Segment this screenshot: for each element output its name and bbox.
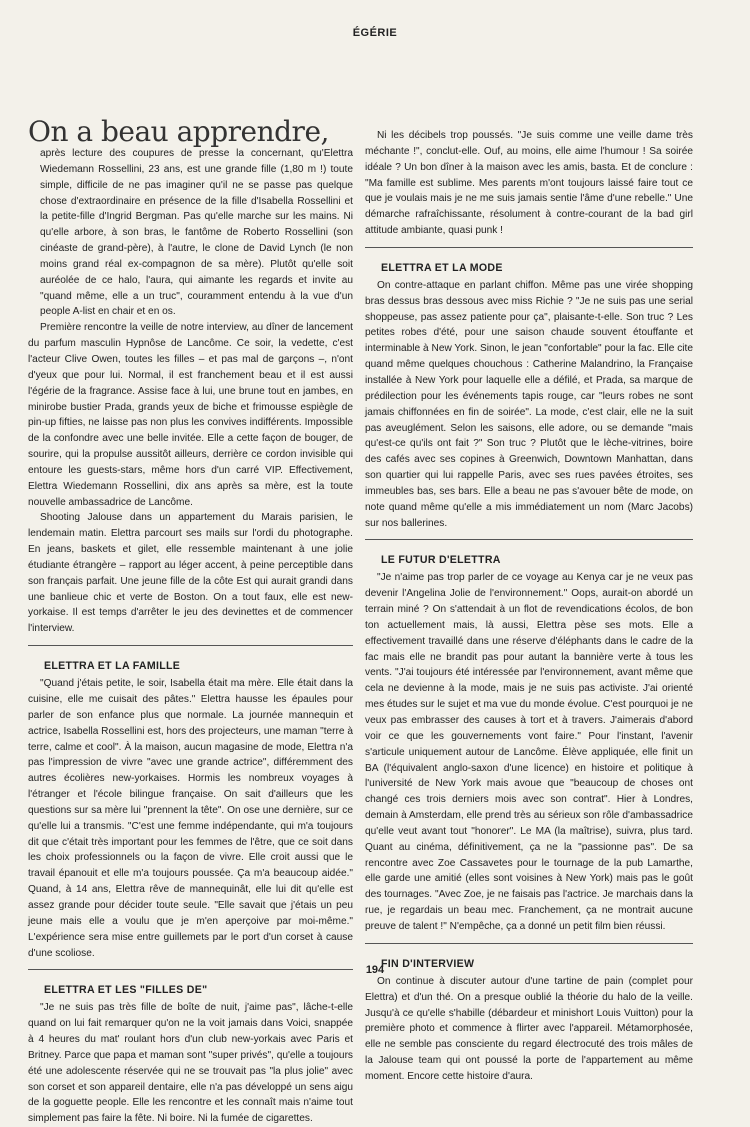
intro-paragraph-1: après lecture des coupures de presse la concernant, qu'Elettra Wiedemann Rossellini, 23 ans, est une grande fille (1,80 m !) toute simple, difficile de ne pas imaginer qu'il ne se passe pas quelque chose d'extraordinaire en présence de la fille d'Isabella Rossellini et la petite-fille d'Ingrid Bergman. Pas qu'elle marche sur les mains. Ni qu'elle arbore, à son bras, le fantôme de Roberto Rossellini (son cinéaste de grand-père), à l'autre, le clone de David Lynch (le non moins grand réal ex-compagnon de sa mère). Plutôt qu'elle soit auréolée de ce halo, l'aura, qui aimante les regards et invite au "quand même, elle a un truc", couramment entendu à la vue d'un people A-list en chair et en os. <box>40 148 353 318</box>
section-mode <box>365 247 693 532</box>
continued-paragraph: Ni les décibels trop poussés. "Je suis comme une veille dame très méchante !", conclut-elle. Ouf, au moins, elle aime l'humour ! Sa soirée idéale ? Un bon dîner à la maison avec les amis, basta. Et de conclure : "Ma famille est sublime. Mes parents m'ont toujours laissé faire tout ce que je voulais mais je ne me suis jamais sentie l'âme d'une rebelle." Une démarche rafraîchissante, résolument à contre-courant de la bad girl attitude ambiante, quasi punk ! <box>365 130 693 237</box>
section-rule <box>365 539 693 540</box>
section-futur <box>365 539 693 934</box>
section-famille <box>28 645 353 961</box>
section-title-filles-de: ELETTRA ET LES "FILLES DE" <box>44 984 208 997</box>
section-rule <box>365 247 693 248</box>
section-title-mode: ELETTRA ET LA MODE <box>381 261 503 274</box>
section-title-futur: LE FUTUR D'ELETTRA <box>381 554 501 567</box>
article-headline: On a beau apprendre, <box>28 115 329 148</box>
section-rule <box>28 645 353 646</box>
section-rule <box>365 943 693 944</box>
section-title-famille: ELETTRA ET LA FAMILLE <box>44 660 181 673</box>
section-text-fin: On continue à discuter autour d'une tartine de pain (complet pour Elettra) et d'un thé. On a presque oublié la théorie du halo de la veille. Jusqu'à ce qu'elle s'habille (débardeur et minishort Louis Vuitton) pour la première photo et commence à flirter avec l'appareil. Métamorphosée, elle ne semble pas consciente du regard électrocuté des trois mâles de la Jalouse team qui ont poussé la porte de l'appartement au même moment. Encore cette histoire d'aura. <box>365 975 693 1082</box>
section-text-futur: "Je n'aime pas trop parler de ce voyage au Kenya car je ne veux pas devenir l'Angelina Jolie de l'environnement." Oops, aurait-on abordé un terrain miné ? On s'attendait à un flot de revendications écolos, de bon ton actuellement mais, là aussi, Elettra pèse ses mots. Elle a effectivement travaillé dans une réserve d'éléphants dans le cadre de la fac mais elle ne brandit pas pour autant la bannière verte à tous les vents. "J'ai toujours été intéressée par l'environnement, avant même que cela ne devienne à la mode, mais je ne suis pas activiste. J'ai orienté mes études sur le sujet et ma vue du monde évolue. C'est pourquoi je ne veux pas embrasser des causes à tort et à travers. J'aimerais d'abord voir ce que les gouvernements vont faire." Pour l'instant, l'avenir s'articule uniquement autour de Lancôme. Élève appliquée, elle finit un BA (l'équivalent anglo-saxon d'une licence) en histoire et politique à l'université de New York mais avoue que "beaucoup de choses ont changé ces trois derniers mois avec son contrat". Hier à Londres, demain à Amsterdam, elle prend très au sérieux son rôle d'ambassadrice qu'elle veut avant tout "honorer". Le MA (la maîtrise), suivra, plus tard. Quant au cinéma, définitivement, ça ne la "passionne pas". De sa rencontre avec Zoe Cassavetes pour le tournage de la pub Lamarthe, elle garde une amitié (elles sont voisines à New York) mais pas le goût des tournages. "Avec Zoe, je ne faisais pas l'actrice. Je marchais dans la rue, je regardais un beau mec. Franchement, ça ne montrait aucune preuve de talent !" N'empêche, ça a donné un petit film bien réussi. <box>365 572 693 932</box>
section-text-filles-de: "Je ne suis pas très fille de boîte de nuit, j'aime pas", lâche-t-elle quand on lui fait remarquer qu'on ne la voit jamais dans Voici, snappée à 4 heures du mat' roulant hors d'un club new-yorkais avec Paris et Britney. Parce que papa et maman sont "super privés", qu'elle a toujours été une adolescente réservée qui ne se trouvait pas "la plus jolie" avec son corset et son appareil dentaire, elle n'a pas développé un sens aigu de la goguette people. Elle les rencontre et les connaît mais n'aime tout simplement pas faire la fête. Ni boire. Ni la fumée de cigarettes. <box>28 1002 353 1125</box>
section-text-mode: On contre-attaque en parlant chiffon. Même pas une virée shopping bras dessus bras dessous avec miss Richie ? "Je ne suis pas une serial shoppeuse, pas assez patiente pour ça", plaisante-t-elle. Son truc ? Les petites robes d'été, pour une saison chaude souvent étouffante et interminable à New York. Sinon, le jean "confortable" pour la fac. Elle cite quand même quelques chouchous : Catherine Malandrino, la Française installée à New York pour laquelle elle a défilé, et Prada, sa marque de prédilection pour les événements tapis rouge, car "leurs robes ne sont jamais chiffonnées en fin de soirée". La mode, c'est clair, elle ne la suit pas aveuglément. Selon les saisons, elle adore, ou se demande "mais qu'est-ce qu'ils ont fait ?" Son truc ? Plutôt que le lèche-vitrines, boire des cafés avec ses copines à Greenwich, Downtown Manhattan, dans son quartier qui lui rappelle Paris, avec ses rues pavées étroites, ses immeubles bas, ses bars. Elle a beau ne pas s'avouer bête de mode, on note quand même qu'elle a mis immédiatement un nom (Marc Jacobs) sur nos ballerines. <box>365 279 693 529</box>
section-filles-de <box>28 969 353 1127</box>
section-title-fin: FIN D'INTERVIEW <box>381 957 475 970</box>
page-number: 194 <box>365 964 385 976</box>
intro-paragraph-3: Shooting Jalouse dans un appartement du Marais parisien, le lendemain matin. Elettra parcourt ses mails sur l'ordi du photographe. En jeans, baskets et gilet, elle ressemble maintenant à une jolie étudiante étrangère – rapport au léger accent, à peine perceptible dans son français parfait. Une jeune fille de la côte Est qui aurait grandi dans une banlieue chic et verte de Boston. On a tout faux, elle est new-yorkaise. Il est temps d'arrêter le jeu des devinettes et de commencer l'interview. <box>28 512 353 635</box>
section-rubric: ÉGÉRIE <box>352 27 398 39</box>
section-text-famille: "Quand j'étais petite, le soir, Isabella était ma mère. Elle était dans la cuisine, elle me cuisait des pâtes." Elettra hausse les épaules pour parler de son enfance plus que normale. La journée mannequin et actrice, Isabella Rossellini est, hors des projecteurs, une maman "terre à terre, calme et cool". À la maison, aucun magasine de mode, Elettra n'a pas l'impression de vivre "avec une grande actrice", différemment des autres écolières new-yorkaises. Hormis les nombreux voyages à l'étranger et l'école bilingue française. On sait d'ailleurs que les questions sur sa mère lui "prennent la tête". On ose une dernière, sur ce qu'elle lui a transmis. "C'est une femme indépendante, qui m'a toujours dit que c'était très important pour les femmes de l'être, que ce soit dans les choix professionnels ou la façon de vivre. Elle croit aussi que le travail épanouit et elle m'a toujours poussée. Ça m'a beaucoup aidée." Quand, à 14 ans, Elettra rêve de mannequinât, elle lui dit qu'elle est assez grande pour décider toute seule. "Elle savait que j'étais un peu jeune mais elle a voulu que je m'en aperçoive par moi-même." L'expérience sera mise entre guillemets par le port d'un corset à cause d'une scoliose. <box>28 678 353 959</box>
intro-paragraph-2: Première rencontre la veille de notre interview, au dîner de lancement du parfum masculin Hypnôse de Lancôme. Ce soir, la vedette, c'est l'acteur Clive Owen, toutes les filles – et pas mal de garçons –, n'ont d'yeux que pour lui. Normal, il est franchement beau et il est aussi l'égérie de la fragrance. Assise face à lui, une brune tout en jambes, en minirobe bustier Prada, grands yeux de biche et frimousse espiègle de pin-up fifties, ne laisse pas non plus les convives indifférents. Impossible de la confondre avec une belle invitée. Elle a cette façon de bouger, de sourire, qui la propulse aussitôt ailleurs, derrière ce cordon invisible qui entoure les guests-stars, même hors d'un carré VIP. Effectivement, Elettra Wiedemann Rossellini, dix ans après sa mère, est la toute nouvelle ambassadrice de Lancôme. <box>28 322 353 508</box>
right-column <box>365 128 693 1085</box>
